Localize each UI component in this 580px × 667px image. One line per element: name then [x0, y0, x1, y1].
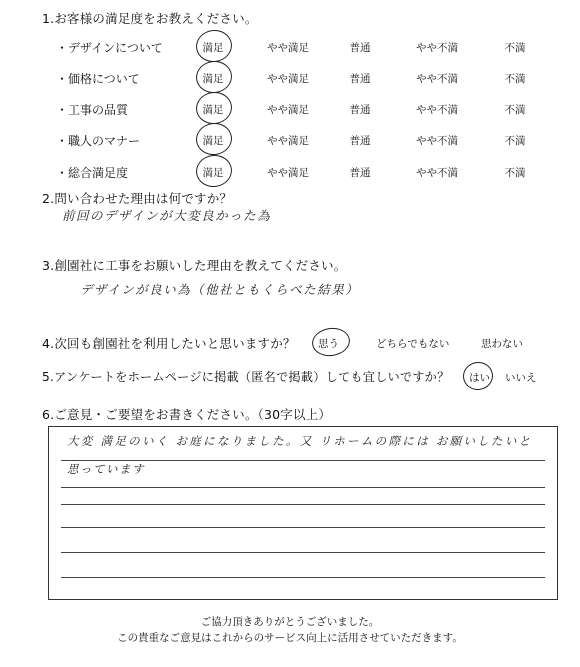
q1-option[interactable]: やや満足	[267, 135, 309, 147]
q1-option[interactable]: 満足	[202, 104, 224, 116]
q1-row-label: ・職人のマナー	[56, 134, 141, 148]
q1-option[interactable]: 普通	[349, 42, 371, 54]
q1-title: 1.お客様の満足度をお教えください。	[42, 11, 258, 26]
q1-row-label: ・工事の品質	[56, 103, 129, 117]
writing-line	[61, 460, 545, 461]
q4-title: 4.次回も創園社を利用したいと思いますか？	[42, 336, 296, 351]
q6-title: 6.ご意見・ご要望をお書きください。（30字以上）	[42, 407, 332, 422]
q1-option[interactable]: やや不満	[416, 167, 458, 179]
q1-option[interactable]: やや満足	[267, 104, 309, 116]
q1-option[interactable]: 満足	[202, 73, 224, 85]
q1-option[interactable]: 普通	[349, 167, 371, 179]
q5-option-yes[interactable]: はい	[469, 372, 490, 384]
q1-option[interactable]: 不満	[504, 104, 526, 116]
q1-option[interactable]: やや満足	[267, 73, 309, 85]
q4-option-yes[interactable]: 思う	[318, 338, 339, 350]
q4-option-neutral[interactable]: どちらでもない	[376, 338, 450, 350]
writing-line	[61, 487, 545, 488]
q5-option-no[interactable]: いいえ	[505, 372, 537, 384]
writing-line	[61, 527, 545, 528]
q5-title: 5.アンケートをホームページに掲載（匿名で掲載）しても宜しいですか？	[42, 370, 450, 384]
comment-line-1: 大変 満足のいく お庭になりました。又 リホームの際には お願いしたいと	[67, 434, 533, 448]
q1-option[interactable]: やや不満	[416, 104, 458, 116]
comment-line-2: 思っています	[67, 462, 145, 476]
q2-answer: 前回のデザインが大変良かった為	[62, 208, 272, 223]
q1-option[interactable]: 不満	[504, 42, 526, 54]
q1-row-label: ・デザインについて	[56, 41, 163, 55]
writing-line	[61, 552, 545, 553]
q1-option[interactable]: やや不満	[416, 73, 458, 85]
writing-line	[61, 577, 545, 578]
q1-option[interactable]: やや満足	[267, 42, 309, 54]
q1-row-label: ・価格について	[56, 72, 140, 86]
q1-option[interactable]: やや満足	[267, 167, 309, 179]
q1-option[interactable]: 普通	[349, 135, 371, 147]
q1-row-label: ・総合満足度	[56, 166, 129, 180]
q1-option[interactable]: 満足	[202, 135, 224, 147]
q1-option[interactable]: 不満	[504, 167, 526, 179]
q1-option[interactable]: やや不満	[416, 135, 458, 147]
q1-option[interactable]: 普通	[349, 73, 371, 85]
q3-answer: デザインが良い為（他社ともくらべた結果）	[80, 282, 360, 297]
q1-option[interactable]: 不満	[504, 135, 526, 147]
footer-note: この貴重なご意見はこれからのサービス向上に活用させていただきます。	[117, 632, 463, 644]
q2-title: 2.問い合わせた理由は何ですか？	[42, 191, 233, 206]
q1-option[interactable]: 満足	[202, 42, 224, 54]
q3-title: 3.創園社に工事をお願いした理由を教えてください。	[42, 258, 347, 273]
q1-option[interactable]: 不満	[504, 73, 526, 85]
comment-box[interactable]	[48, 426, 558, 600]
q1-option[interactable]: 満足	[202, 167, 224, 179]
footer-thanks: ご協力頂きありがとうございました。	[200, 616, 380, 628]
q1-option[interactable]: やや不満	[416, 42, 458, 54]
writing-line	[61, 504, 545, 505]
q1-option[interactable]: 普通	[349, 104, 371, 116]
q4-option-no[interactable]: 思わない	[481, 338, 523, 350]
